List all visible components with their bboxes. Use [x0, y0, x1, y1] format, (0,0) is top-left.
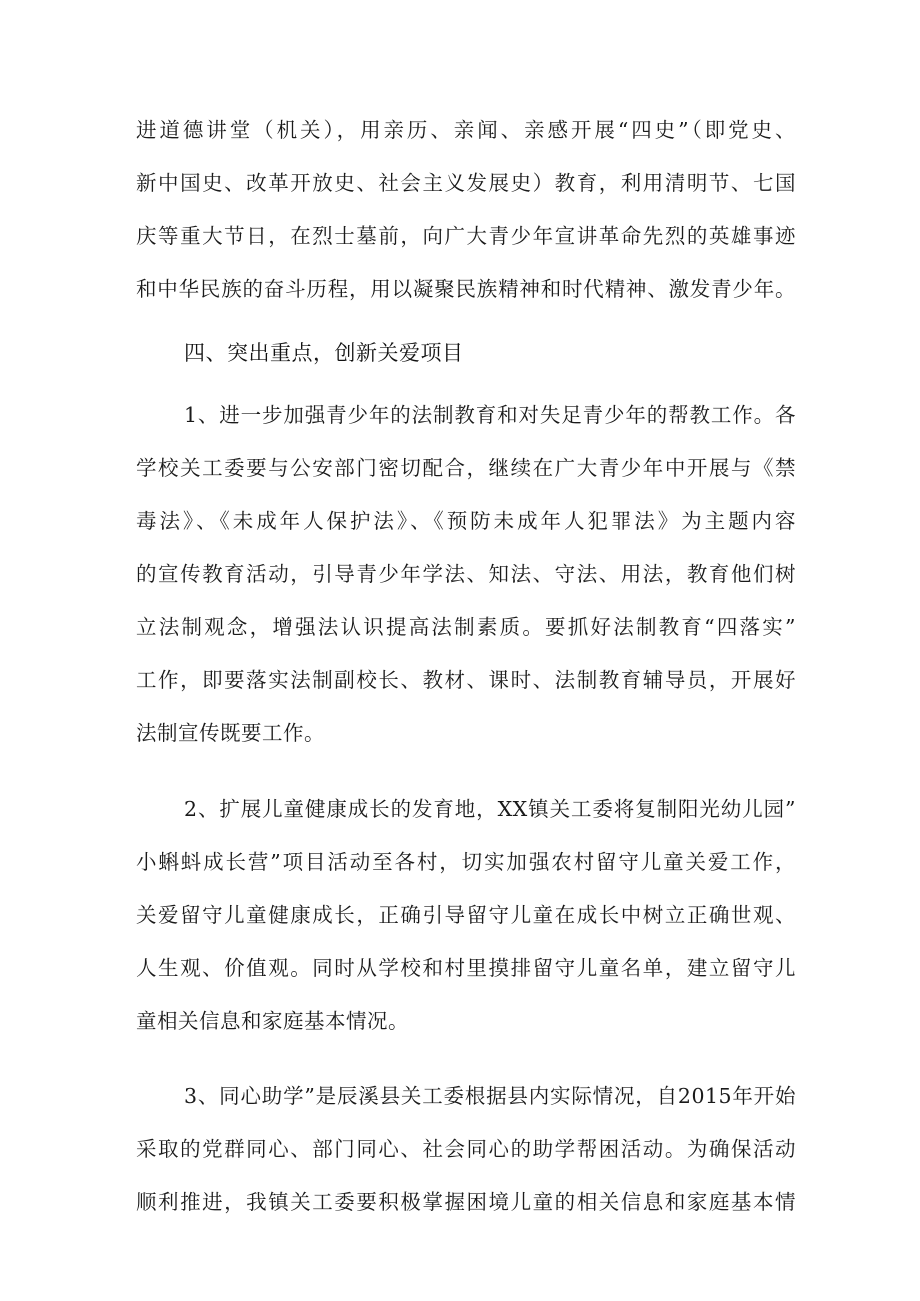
- paragraph-line: 顺利推进，我镇关工委要积极掌握困境儿童的相关信息和家庭基本情: [136, 1190, 796, 1214]
- paragraph-line: 毒法》、《未成年人保护法》、《预防未成年人犯罪法》为主题内容: [136, 509, 796, 533]
- section-heading: 四、突出重点，创新关爱项目: [184, 341, 464, 365]
- paragraph-line: 和中华民族的奋斗历程，用以凝聚民族精神和时代精神、激发青少年。: [136, 277, 796, 301]
- paragraph-line: 工作，即要落实法制副校长、教材、课时、法制教育辅导员，开展好: [136, 668, 796, 692]
- paragraph-line: 1、进一步加强青少年的法制教育和对失足青少年的帮教工作。各: [184, 403, 796, 427]
- paragraph-line: 2、扩展儿童健康成长的发育地，XX镇关工委将复制阳光幼儿园”: [184, 797, 796, 821]
- paragraph-line: 采取的党群同心、部门同心、社会同心的助学帮困活动。为确保活动: [136, 1137, 796, 1161]
- paragraph-line: 小蝌蚪成长营”项目活动至各村，切实加强农村留守儿童关爱工作，: [136, 850, 796, 874]
- paragraph-line: 法制宣传既要工作。: [136, 721, 325, 745]
- paragraph-line: 进道德讲堂（机关），用亲历、亲闻、亲感开展“四史”（即党史、: [136, 118, 796, 142]
- paragraph-line: 童相关信息和家庭基本情况。: [136, 1009, 409, 1033]
- paragraph-line: 庆等重大节日，在烈士墓前，向广大青少年宣讲革命先烈的英雄事迹: [136, 224, 796, 248]
- paragraph-line: 人生观、价值观。同时从学校和村里摸排留守儿童名单，建立留守儿: [136, 956, 796, 980]
- paragraph-line: 学校关工委要与公安部门密切配合，继续在广大青少年中开展与《禁: [136, 456, 796, 480]
- paragraph-line: 关爱留守儿童健康成长，正确引导留守儿童在成长中树立正确世观、: [136, 903, 796, 927]
- paragraph-line: 的宣传教育活动，引导青少年学法、知法、守法、用法，教育他们树: [136, 562, 796, 586]
- paragraph-line: 立法制观念，增强法认识提高法制素质。要抓好法制教育“四落实”: [136, 615, 796, 639]
- paragraph-line: 新中国史、改革开放史、社会主义发展史）教育，利用清明节、七国: [136, 171, 796, 195]
- paragraph-line: 3、同心助学”是辰溪县关工委根据县内实际情况，自2015年开始: [184, 1084, 796, 1108]
